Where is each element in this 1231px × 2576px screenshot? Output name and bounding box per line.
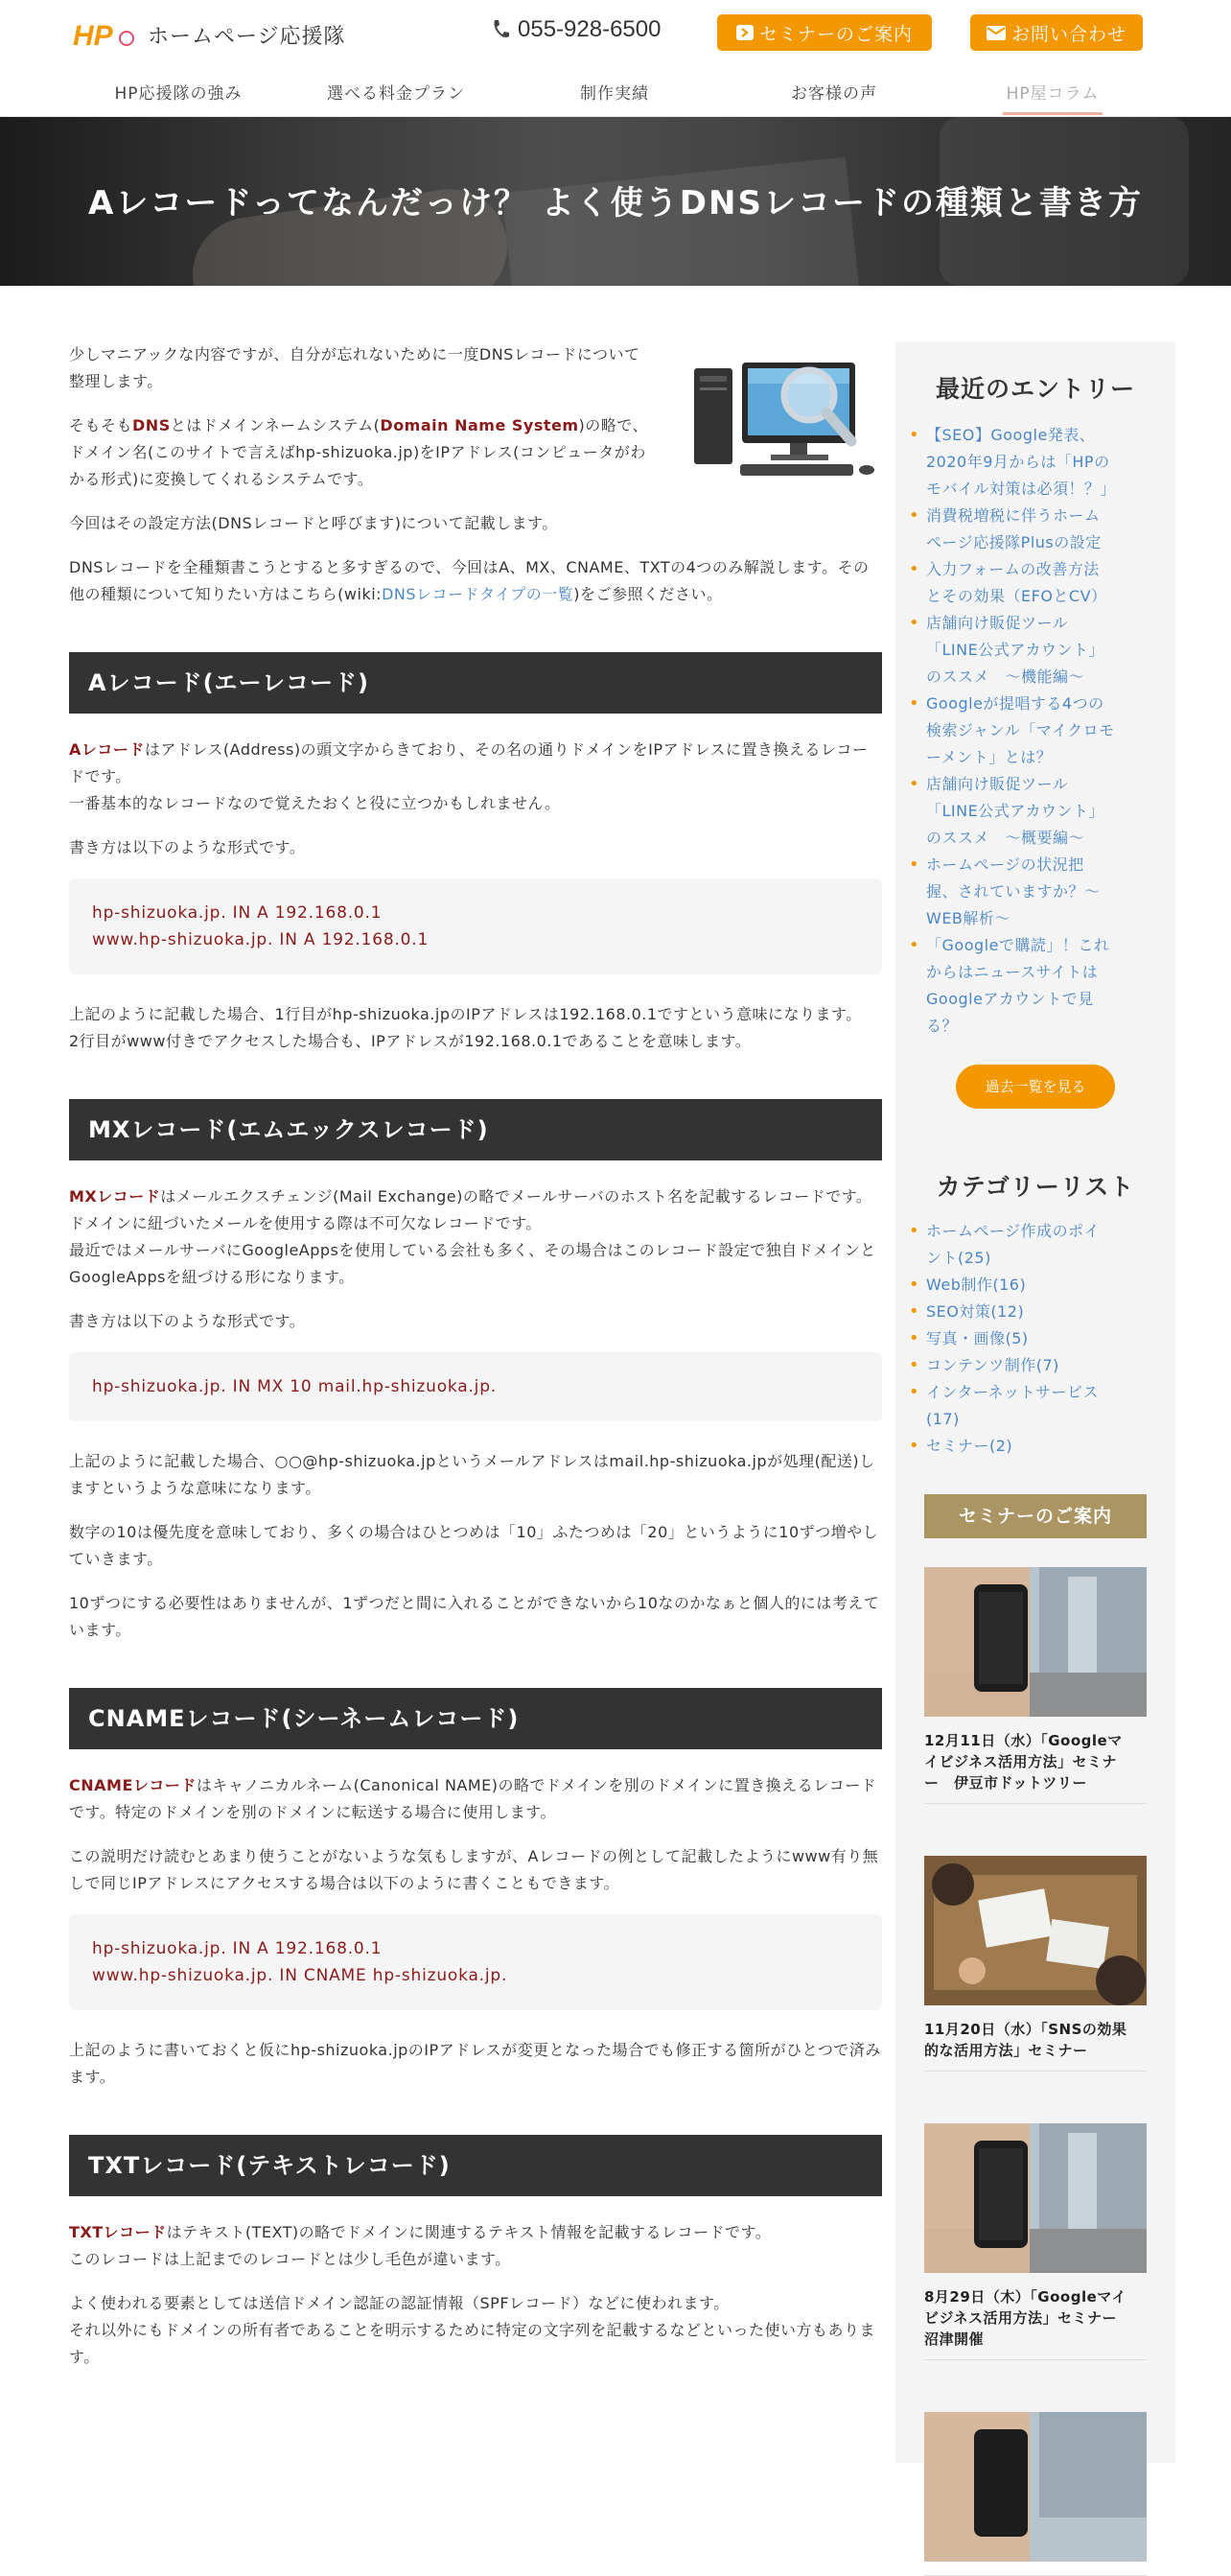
- a-record-text-1: はアドレス(Address)の頭文字からきており、その名の通りドメインをIPアドレスに置き換えるレコードです。: [69, 740, 869, 785]
- a-record-paragraph-1: [69, 737, 882, 817]
- a-record-paragraph-2: 書き方は以下のような形式です。: [69, 838, 306, 856]
- nav-item-plans[interactable]: 選べる料金プラン: [327, 84, 465, 104]
- code-line: hp-shizuoka.jp. IN A 192.168.0.1: [92, 903, 383, 923]
- entry-line: 【SEO】Google発表、: [926, 426, 1096, 444]
- cname-record-term: CNAMEレコード: [69, 1776, 197, 1794]
- entry-line: 消費税増税に伴うホーム: [926, 506, 1101, 525]
- category-list: [895, 1218, 1175, 1460]
- intro2-text-a: そもそも: [69, 416, 133, 434]
- arrow-right-icon: [736, 25, 754, 40]
- category-link[interactable]: • SEO対策(12): [926, 1299, 1150, 1325]
- seminar-card[interactable]: [924, 1856, 1147, 2072]
- seminar-title-line: ー 伊豆市ドットツリー: [924, 1774, 1087, 1791]
- site-header: [0, 0, 1231, 117]
- hero-banner: [0, 117, 1231, 286]
- sidebar: [895, 341, 1175, 2463]
- recent-entry-link[interactable]: [926, 691, 1150, 771]
- recent-entry-link[interactable]: [926, 852, 1150, 932]
- entry-line: のススメ ～機能編～: [926, 667, 1085, 686]
- txt-record-text-2b: それ以外にもドメインの所有者であることを明示するために特定の文字列を記載するなどといった使い方もあります。: [69, 2321, 876, 2366]
- seminar-title-line: 沼津開催: [924, 2330, 985, 2348]
- cname-record-paragraph-2: この説明だけ読むとあまり使うことがないような気もしますが、Aレコードの例として記載したようにwww有り無しで同じIPアドレスにアクセスする場合は以下のように書くこともできます。: [69, 1847, 879, 1892]
- txt-record-text-1b: このレコードは上記までのレコードとは少し毛色が違います。: [69, 2250, 511, 2268]
- mx-record-code-block: [69, 1352, 882, 1421]
- cname-record-text-1: はキャノニカルネーム(Canonical NAME)の略でドメインを別のドメインに置き換えるレコードです。特定のドメインを別のドメインに転送する場合に使用します。: [69, 1776, 877, 1821]
- site-logo[interactable]: [71, 17, 346, 52]
- category-line: インターネットサービス: [926, 1383, 1100, 1401]
- intro-paragraph-4: [69, 554, 882, 608]
- seminar-title-line: 11月20日（水）「SNSの効果: [924, 2021, 1127, 2038]
- intro4-text-b: )をご参照ください。: [573, 585, 723, 603]
- category-link[interactable]: • Web制作(16): [926, 1272, 1150, 1299]
- entry-line: 握、されていますか？～: [926, 882, 1101, 901]
- intro-paragraph-1: 少しマニアックな内容ですが、自分が忘れないために一度DNSレコードについて整理します。: [69, 345, 640, 390]
- seminar-photo-phone: [924, 2412, 1147, 2562]
- mx-record-paragraph-5: 10ずつにする必要性はありませんが、1ずつだと間に入れることができないから10なのかなぁと個人的には考えています。: [69, 1594, 880, 1639]
- category-line: (17): [926, 1410, 960, 1428]
- article-body: [69, 341, 882, 2388]
- txt-record-text-2: よく使われる要素としては送信ドメイン認証の認証情報（SPFレコード）などに使われます。: [69, 2294, 730, 2312]
- section-heading-mx-record: MXレコード(エムエックスレコード): [69, 1099, 882, 1160]
- entry-line: 「LINE公式アカウント」: [926, 641, 1105, 659]
- page-title: Aレコードってなんだっけ？ よく使うDNSレコードの種類と書き方: [88, 184, 1143, 222]
- entry-line: ーメント」とは？: [926, 748, 1053, 766]
- phone-icon: [491, 18, 510, 41]
- seminar-card-title: [924, 2019, 1147, 2061]
- category-link[interactable]: • 写真・画像(5): [926, 1325, 1150, 1352]
- category-line: ホームページ作成のポイ: [926, 1222, 1101, 1240]
- cname-record-paragraph-3: 上記のように書いておくと仮にhp-shizuoka.jpのIPアドレスが変更となった場合でも修正する箇所がひとつで済みます。: [69, 2041, 881, 2086]
- logo-text: ホームページ応援隊: [148, 24, 346, 49]
- mail-icon: [987, 26, 1006, 40]
- seminar-photo-phone: [924, 1567, 1147, 1717]
- seminar-photo-phone: [924, 2123, 1147, 2273]
- section-heading-a-record: Aレコード(エーレコード): [69, 652, 882, 714]
- txt-record-paragraph-1: [69, 2219, 882, 2273]
- seminar-button-label: セミナーのご案内: [758, 23, 913, 45]
- intro4-text-a: DNSレコードを全種類書こうとすると多すぎるので、今回はA、MX、CNAME、TXTの4つのみ解説します。その他の種類について知りたい方はこちら(wiki:: [69, 558, 870, 603]
- entry-line: ホームページの状況把: [926, 855, 1084, 874]
- logo-mark-text: HP: [73, 20, 113, 50]
- a-record-paragraph-3: [69, 1001, 882, 1055]
- phone-number-text: 055-928-6500: [518, 16, 662, 42]
- recent-entries-list: [895, 422, 1175, 1040]
- nav-item-strengths[interactable]: HP応援隊の強み: [114, 84, 243, 104]
- a-record-text-3b: 2行目がwww付きでアクセスした場合も、IPアドレスが192.168.0.1であることを意味します。: [69, 1032, 752, 1050]
- entry-line: モバイル対策は必須！？」: [926, 480, 1117, 498]
- dns-full-term: Domain Name System: [380, 416, 579, 434]
- seminar-card[interactable]: [924, 1567, 1147, 1804]
- seminar-title-line: イビジネス活用方法」セミナ: [924, 1753, 1118, 1770]
- seminar-photo-meeting: [924, 1856, 1147, 2005]
- computer-illustration-icon: [690, 349, 882, 483]
- cname-record-code-block: [69, 1914, 882, 2010]
- contact-button[interactable]: [970, 14, 1143, 51]
- mx-record-text-1: はメールエクスチェンジ(Mail Exchange)の略でメールサーバのホスト名を記載するレコードです。: [160, 1187, 872, 1206]
- mx-record-paragraph-3: 上記のように記載した場合、○○@hp-shizuoka.jpというメールアドレスはmail.hp-shizuoka.jpが処理(配送)しますというような意味になります。: [69, 1452, 875, 1497]
- code-line: hp-shizuoka.jp. IN A 192.168.0.1: [92, 1939, 383, 1958]
- recent-entries-heading: 最近のエントリー: [935, 375, 1135, 403]
- seminar-card-title: [924, 2286, 1147, 2350]
- seminar-title-line: 的な活用方法」セミナー: [924, 2042, 1088, 2059]
- nav-item-voices[interactable]: お客様の声: [791, 84, 877, 104]
- intro2-text-c: )の略で、: [578, 416, 648, 434]
- category-link[interactable]: [926, 1379, 1150, 1433]
- intro2-text-b: とはドメインネームシステム(: [170, 416, 381, 434]
- category-link[interactable]: [926, 1218, 1150, 1272]
- seminar-title-line: ビジネス活用方法」セミナー: [924, 2309, 1118, 2327]
- intro-paragraph-2: [69, 412, 654, 493]
- entry-line: 店舗向け販促ツール: [926, 614, 1069, 632]
- intro2-text-d: ドメイン名(このサイトで言えばhp-shizuoka.jp)をIPアドレス(コンピュータがわかる形式)に変換してくれるシステムです。: [69, 443, 646, 488]
- recent-entry-link[interactable]: [926, 771, 1150, 852]
- seminar-card[interactable]: [924, 2123, 1147, 2360]
- code-line: hp-shizuoka.jp. IN MX 10 mail.hp-shizuoka.jp.: [92, 1377, 497, 1396]
- recent-entry-link[interactable]: [926, 932, 1150, 1040]
- cname-record-paragraph-1: [69, 1772, 882, 1826]
- logo-mark-icon: [71, 19, 138, 50]
- view-archive-button[interactable]: 過去一覧を見る: [956, 1065, 1115, 1109]
- mx-record-paragraph-1: [69, 1183, 882, 1291]
- seminar-card[interactable]: [924, 2412, 1147, 2576]
- dns-term: DNS: [132, 416, 171, 434]
- entry-line: Googleアカウントで見: [926, 990, 1094, 1008]
- entry-line: 「Googleで購読」！これ: [926, 936, 1110, 954]
- mx-record-paragraph-2: 書き方は以下のような形式です。: [69, 1312, 306, 1330]
- category-list-heading: カテゴリーリスト: [936, 1173, 1135, 1201]
- code-line: www.hp-shizuoka.jp. IN A 192.168.0.1: [92, 930, 430, 949]
- seminar-title-line: 12月11日（水）「Googleマ: [924, 1732, 1123, 1749]
- seminar-card-title: [924, 1730, 1147, 1793]
- entry-line: 2020年9月からは「HPの: [926, 453, 1110, 471]
- a-record-text-1b: 一番基本的なレコードなので覚えたおくと役に立つかもしれません。: [69, 794, 561, 812]
- recent-entry-link[interactable]: [926, 503, 1150, 556]
- recent-entry-link[interactable]: [926, 556, 1150, 610]
- mx-record-term: MXレコード: [69, 1187, 161, 1206]
- txt-record-paragraph-2: [69, 2290, 882, 2371]
- mx-record-text-1b: ドメインに紐づいたメールを使用する際は不可欠なレコードです。: [69, 1214, 542, 1232]
- nav-item-works[interactable]: 制作実績: [580, 84, 649, 104]
- contact-button-label: お問い合わせ: [1010, 23, 1126, 45]
- recent-entry-link[interactable]: [926, 610, 1150, 691]
- main-nav: [0, 77, 1231, 115]
- entry-line: 検索ジャンル「マイクロモ: [926, 721, 1115, 739]
- entry-line: とその効果（EFOとCV）: [926, 587, 1107, 605]
- a-record-text-3: 上記のように記載した場合、1行目がhp-shizuoka.jpのIPアドレスは192.168.0.1ですという意味になります。: [69, 1005, 862, 1023]
- a-record-term: Aレコード: [69, 740, 145, 759]
- recent-entry-link[interactable]: [926, 422, 1150, 503]
- nav-item-column[interactable]: HP屋コラム: [1003, 77, 1103, 115]
- entry-line: る？: [926, 1017, 959, 1035]
- a-record-code-block: [69, 878, 882, 974]
- mx-record-paragraph-4: 数字の10は優先度を意味しており、多くの場合はひとつめは「10」ふたつめは「20」というように10ずつ増やしていきます。: [69, 1523, 879, 1568]
- entry-line: 「LINE公式アカウント」: [926, 802, 1105, 820]
- section-heading-txt-record: TXTレコード(テキストレコード): [69, 2135, 882, 2196]
- code-line: www.hp-shizuoka.jp. IN CNAME hp-shizuoka.jp.: [92, 1966, 508, 1985]
- seminar-section-heading: セミナーのご案内: [924, 1494, 1147, 1538]
- mx-record-text-1c: 最近ではメールサーバにGoogleAppsを使用している会社も多く、その場合はこのレコード設定で独自ドメインとGoogleAppsを紐づける形になります。: [69, 1241, 876, 1286]
- seminar-button[interactable]: [717, 14, 932, 51]
- entry-line: WEB解析～: [926, 909, 1010, 927]
- entry-line: 入力フォームの改善方法: [926, 560, 1100, 578]
- entry-line: Googleが提唱する4つの: [926, 694, 1104, 713]
- entry-line: からはニュースサイトは: [926, 963, 1099, 981]
- txt-record-text-1: はテキスト(TEXT)の略でドメインに関連するテキスト情報を記載するレコードです。: [166, 2223, 772, 2241]
- category-link[interactable]: • コンテンツ制作(7): [926, 1352, 1150, 1379]
- phone-number[interactable]: [491, 15, 661, 44]
- category-line: ント(25): [926, 1249, 991, 1267]
- intro-paragraph-3: 今回はその設定方法(DNSレコードと呼びます)について記載します。: [69, 514, 558, 532]
- txt-record-term: TXTレコード: [69, 2223, 167, 2241]
- seminar-title-line: 8月29日（木）「Googleマイ: [924, 2288, 1126, 2306]
- entry-line: のススメ ～概要編～: [926, 829, 1085, 847]
- entry-line: ページ応援隊Plusの設定: [926, 533, 1102, 551]
- category-link[interactable]: • セミナー(2): [926, 1433, 1150, 1460]
- section-heading-cname-record: CNAMEレコード(シーネームレコード): [69, 1688, 882, 1749]
- entry-line: 店舗向け販促ツール: [926, 775, 1069, 793]
- dns-record-types-link[interactable]: DNSレコードタイプの一覧: [382, 585, 574, 603]
